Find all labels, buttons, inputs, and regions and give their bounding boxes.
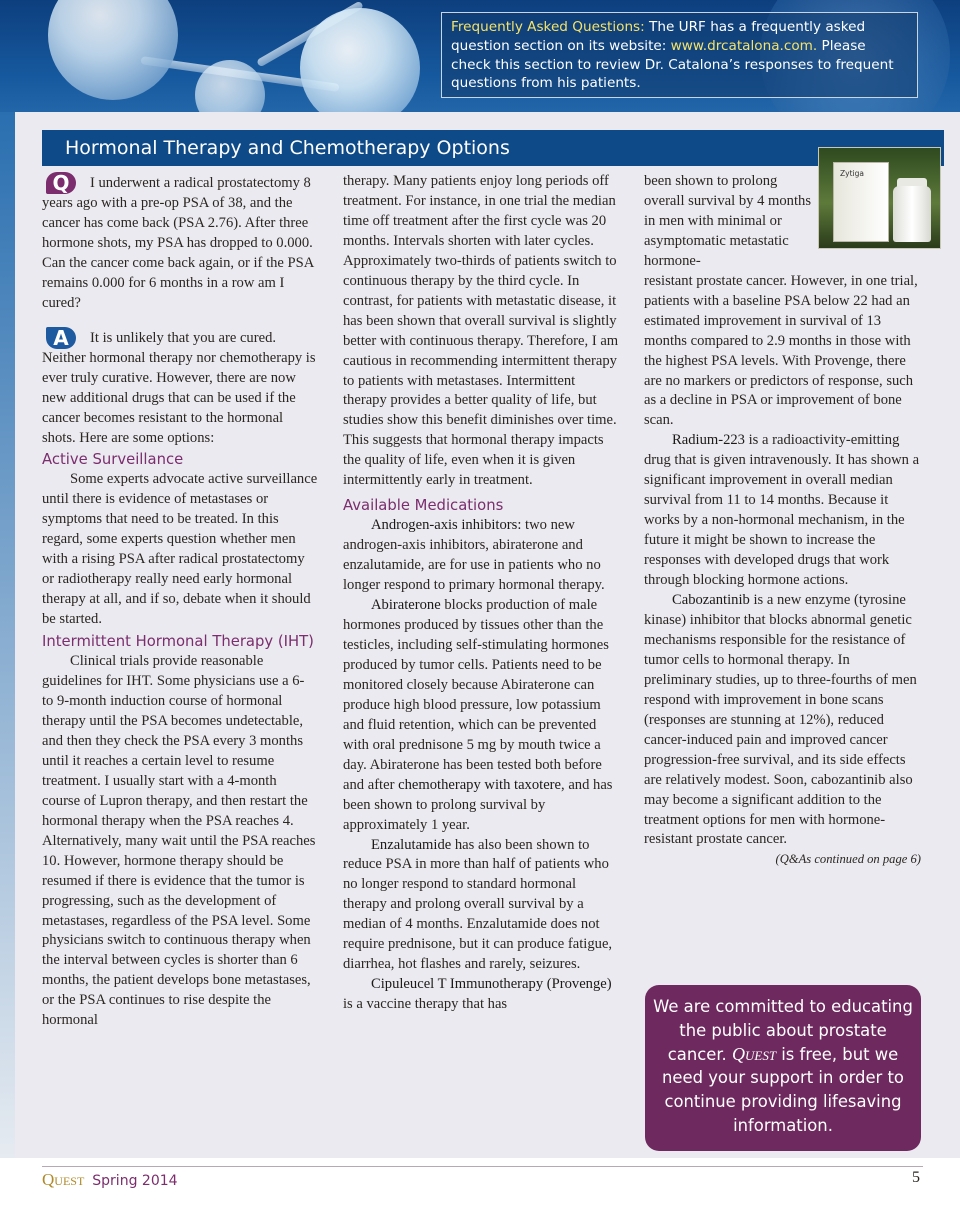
column-3	[644, 172, 921, 870]
enzalutamide-term: Enzalutamide	[371, 836, 452, 853]
enzalutamide-text: has also been shown to reduce PSA in more than half of patients who no longer respond to standard hormonal therapy and prolong overall survival by a median of 4 months. Enzalutamide does not require prednisone, but it can produce fatigue, diarrhea, hot flashes and rarely, seizures.	[343, 836, 613, 973]
androgen-axis-text: two new androgen-axis inhibitors, abiraterone and enzalutamide, are for use in patients who no longer respond to primary hormonal therapy.	[343, 517, 605, 594]
donation-quest-name: Quest	[731, 1043, 777, 1064]
donation-text-2: is free, but we need your support in order to continue providing lifesaving information.	[662, 1044, 904, 1135]
abiraterone-text-1: blocks production of male hormones produced by tissues other than the testicles, including self-stimulating hormones produced by tumor cells. Patients need to be monitored closely because Abiraterone can produce high blood pressure, low potassium and fluid retention, which can be prevented with oral prednisone 5 mg by mouth twice a day. Abiraterone has been tested both before and after	[343, 597, 609, 793]
donation-text-1: We are committed to educating the public about prostate cancer.	[653, 997, 913, 1064]
answer-paragraph	[42, 327, 318, 449]
radium-text: is a radioactivity-emitting drug that is given intravenously. It has shown a significant improvement in overall median survival from 11 to 14 months. Because it works by a non-hormonal mechanism, in the future it might be shown to increase the responses with developed drugs that work through blocking hormone actions.	[644, 432, 920, 589]
provenge-continued-text: resistant prostate cancer. However, in one trial, patients with a baseline PSA below 22 had an estimated improvement in survival of 13 months compared to 2.9 months in those with the highest PSA levels. With Provenge, there are no markers or predictors of response, such as a decline in PSA or improvement of bone scan.	[644, 272, 918, 429]
faq-text-1: The URF has a frequently asked question section on its website:	[451, 19, 866, 54]
faq-website-link[interactable]: www.drcatalona.com.	[670, 37, 818, 54]
product-label: Zytiga	[840, 169, 864, 178]
chemotherapy-term: chemotherapy with taxotere	[398, 776, 562, 793]
question-text: I underwent a radical prostatectomy 8 years ago with a pre-op PSA of 38, and the cancer has come back (PSA 2.76). After three hormone shots, my PSA has dropped to 0.000. Can the cancer come back again, or if the PSA remains 0.000 for 6 months in a row am I cured?	[42, 175, 314, 311]
abiraterone-term: Abiraterone	[371, 597, 441, 614]
iht-continued-text: therapy. Many patients enjoy long periods off treatment. For instance, in one trial the median time off treatment after the first cycle was 20 months. Intervals shorten with later cycles. Approximately two-thirds of patients switch to continuous therapy by the third cycle. In contrast, for patients with metastatic disease, it has been shown that overall survival is slightly better with continuous therapy. Therefore, I am cautious in recommending intermittent therapy to patients with metastases. Intermittent therapy provides a better quality of life, but studies show this benefit diminishes over time. This suggests that hormonal therapy impacts the quality of life, even when it is given intermittently early in treatment.	[343, 173, 619, 489]
left-edge-strip	[0, 112, 15, 1158]
footer-divider	[42, 1166, 923, 1167]
abiraterone-text-2: , and has been shown to prolong survival by approximately 1 year.	[343, 776, 613, 833]
iht-text: Clinical trials provide reasonable guidelines for IHT. Some physicians use a 6- to 9-month induction course of hormonal therapy until the PSA becomes undetectable, and then they check the PSA every 3 months until it reaches a certain level to resume treatment. I usually start with a 4-month course of Lupron therapy, and then restart the hormonal therapy when the PSA reaches 4. Alternatively, many wait until the PSA reaches 10. However, hormone therapy should be resumed if there is evidence that the tumor is progressing, such as the development of metastases, regardless of the PSA level. Some physicians switch to continuous therapy when the interval between cycles is shorter than 6 months, the patient develops bone metastases, or the PSA continues to rise despite the hormonal	[42, 653, 316, 1029]
footer-publication	[42, 1170, 178, 1190]
faq-text-2: Please check this section to review Dr. Catalona’s responses to frequent questions from his patients.	[451, 37, 894, 92]
column-2	[343, 172, 620, 1015]
faq-callout	[441, 12, 918, 98]
active-surveillance-text: Some experts advocate active surveillance until there is evidence of metastases or symptoms that need to be treated. In this regard, some experts question whether men with a rising PSA after radical prostatectomy or radiotherapy really need early hormonal therapy at all, and if so, debate when it should be started.	[42, 471, 318, 628]
androgen-axis-paragraph	[343, 516, 620, 596]
provenge-continued-narrow: been shown to prolong overall survival by 4 months in men with minimal or asymptomatic metastatic hormone-	[644, 173, 811, 269]
page-number: 5	[912, 1169, 920, 1186]
subheading-iht: Intermittent Hormonal Therapy (IHT)	[42, 633, 314, 651]
molecule-sphere-decoration	[48, 0, 178, 100]
cabozantinib-paragraph	[644, 591, 921, 850]
column-1	[42, 172, 318, 1031]
answer-text: It is unlikely that you are cured. Neither hormonal therapy nor chemotherapy is ever truly curative. However, there are now new additional drugs that can be used if the cancer becomes resistant to the hormonal shots. Here are some options:	[42, 329, 316, 446]
question-paragraph	[42, 172, 318, 314]
cabozantinib-term: Cabozantinib	[672, 592, 750, 609]
provenge-text: is a vaccine therapy that has	[343, 996, 508, 1013]
subheading-active-surveillance: Active Surveillance	[42, 451, 184, 469]
provenge-paragraph	[343, 975, 620, 1015]
donation-callout	[645, 985, 921, 1151]
radium-paragraph	[644, 431, 921, 591]
provenge-term: Cipuleucel T Immunotherapy (Provenge)	[371, 976, 612, 993]
androgen-axis-term: Androgen-axis inhibitors:	[371, 517, 522, 534]
cabozantinib-text: is a new enzyme (tyrosine kinase) inhibitor that blocks abnormal genetic mechanisms responsible for the resistance of tumor cells to hormonal therapy. In preliminary studies, up to three-fourths of men respond with improvement in bone scans (responses are stunning at 12%), reduced cancer-induced pain and improved cancer progression-free survival, and its side effects are relatively modest. Soon, cabozantinib also may become a significant addition to the treatment options for men with hormone-resistant prostate cancer.	[644, 592, 917, 848]
molecule-sphere-decoration	[300, 8, 420, 128]
subheading-available-medications: Available Medications	[343, 497, 504, 515]
radium-term: Radium-223	[672, 432, 745, 449]
abiraterone-paragraph	[343, 596, 620, 835]
enzalutamide-paragraph	[343, 836, 620, 976]
section-title: Hormonal Therapy and Chemotherapy Options	[42, 130, 944, 166]
footer-quest-logo: Quest	[42, 1170, 85, 1189]
answer-a-icon: A	[46, 327, 76, 349]
footer-issue: Spring 2014	[92, 1173, 178, 1189]
faq-heading: Frequently Asked Questions:	[451, 19, 645, 35]
continued-note: (Q&As continued on page 6)	[775, 852, 921, 867]
question-q-icon: Q	[46, 172, 76, 194]
